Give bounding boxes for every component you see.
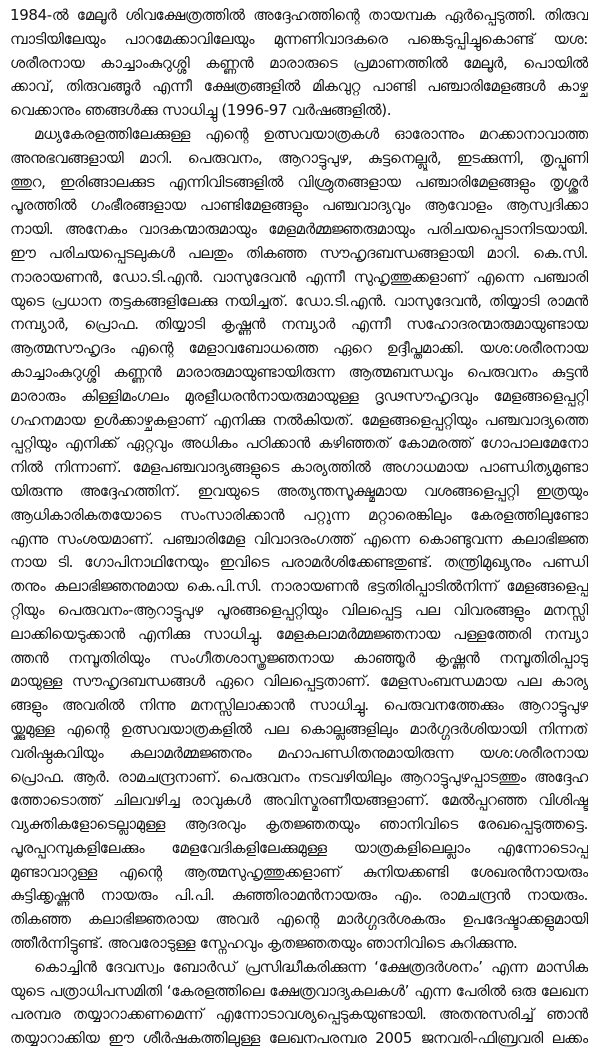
text-line: കുട്ടിക്കൃഷ്ണൻ നായരും പി.പി. കുഞ്ഞിരാമൻനായരും എം. രാമചന്ദ്രൻ നായരും. <box>10 886 588 905</box>
text-line: തനും കലാഭിജ്ഞനുമായ കെ.പി.സി. നാരായണൻ ഭട്ടതിരിപ്പാടിൽനിന്ന് മേളങ്ങളെപ്പ <box>10 577 588 596</box>
text-line: ശരീരനായ കാച്ചാംകുറുശ്ശി കണ്ണൻ മാരാരുടെ പ്രമാണത്തിൽ മേലൂർ, പൊയിൽ <box>10 53 588 72</box>
text-line: പൂരപ്പറമ്പുകളിലേക്കും മേളവേദികളിലേക്കുമുള്ള യാത്രകളിലെല്ലാം എന്നോടൊപ്പ <box>10 838 588 857</box>
text-line: ത്തുറ, ഇരിങ്ങാലക്കുട എന്നിവിടങ്ങളിൽ വിശ്രുതങ്ങളായ പഞ്ചാരിമേളങ്ങളും തൃശ്ശൂർ <box>10 172 588 191</box>
text-line: നിൽ നിന്നാണ്. മേളപഞ്ചവാദ്യങ്ങളുടെ കാര്യത്തിൽ അഗാധമായ പാണ്ഡിത്യമുണ്ടാ <box>10 458 588 477</box>
text-line: യ്ക്കുമുള്ള എന്റെ ഉത്സവയാത്രകളിൽ പല കൊല്ലങ്ങളിലും മാർഗ്ഗദർശിയായി നിന്നത് <box>10 719 588 738</box>
text-line: കൊച്ചിൻ ദേവസ്വം ബോർഡ് പ്രസിദ്ധീകരിക്കുന്ന ‘ക്ഷേത്രദർശനം’ എന്ന മാസിക <box>34 957 588 976</box>
text-line: ആത്മസൗഹൃദം എന്റെ മേളാവബോധത്തെ ഏറെ ഉദ്ദീപ്തമാക്കി. യശ:ശരീരനായ <box>10 339 588 358</box>
text-line: ത്തൻ നമ്പൂതിരിയും സംഗീതശാസ്ത്രജ്ഞനായ കാഞ്ഞൂർ കൃഷ്ണൻ നമ്പൂതിരിപ്പാടു <box>10 648 588 667</box>
text-line: പരമ്പര തയ്യാറാക്കണമെന്ന് എന്നോടാവശ്യപ്പെടുകയുണ്ടായി. അതനുസരിച്ച് ഞാൻ <box>10 1005 588 1024</box>
text-line: ക്കാവ്, തിരുവങ്ങൂർ എന്നീ ക്ഷേത്രങ്ങളിൽ മികവുറ്റ പാണ്ടി പഞ്ചാരിമേളങ്ങൾ കാഴ്ച <box>10 77 588 96</box>
text-line: യിരുന്നു അദ്ദേഹത്തിന്. ഇവയുടെ അത്യന്തസൂക്ഷ്മമായ വശങ്ങളെപ്പറ്റി ഇത്രയും <box>10 481 588 500</box>
text-line: മായുള്ള സൗഹൃദബന്ധങ്ങൾ ഏറെ വിലപ്പെട്ടതാണ്. മേളസംബന്ധമായ പല കാര്യ <box>10 672 588 691</box>
text-line: കാച്ചാംകുറുശ്ശി കണ്ണൻ മാരാരുമായുണ്ടായിരുന്ന ആത്മബന്ധവും പെരുവനം കുട്ടൻ <box>10 362 588 381</box>
text-line: നായ ടി. ഗോപിനാഥിനേയും ഇവിടെ പരാമർശിക്കേണ്ടതുണ്ട്. തന്ത്രിമുഖ്യനും പണ്ഡി <box>10 553 588 572</box>
text-line: വരിഷ്ഠകവിയും കലാമർമ്മജ്ഞനും മഹാപണ്ഡിതനുമായിരുന്ന യശ:ശരീരനായ <box>10 743 588 762</box>
text-line: പൂരത്തിൽ ഗംഭീരങ്ങളായ പാണ്ടിമേളങ്ങളും പഞ്ചവാദ്യവും ആവോളം ആസ്വദിക്കാ <box>10 196 588 215</box>
text-line: 1984-ൽ മേലൂർ ശിവക്ഷേത്രത്തിൽ അദ്ദേഹത്തിന്റെ തായമ്പക ഏർപ്പെടുത്തി. തിരുവ <box>10 6 588 24</box>
text-line: മുണ്ടാവാറുള്ള എന്റെ ആത്മസുഹൃത്തുക്കളാണ് കുനിയക്കണ്ടി ശേഖരൻനായരും <box>10 862 588 881</box>
text-line: തയ്യാറാക്കിയ ഈ ശീർഷകത്തിലുള്ള ലേഖനപരമ്പര 2005 ജനവരി-ഫിബ്രവരി ലക്കം <box>10 1029 588 1048</box>
text-line: പ്പറ്റിയും എനിക്ക് ഏറ്റവും അധികം പഠിക്കാൻ കഴിഞ്ഞത് കോമരത്ത് ഗോപാലമേനോ <box>10 434 588 453</box>
text-line: ങ്ങളും അവരിൽ നിന്നു മനസ്സിലാക്കാൻ സാധിച്ചു. പെരുവനത്തേക്കും ആറാട്ടുപുഴ <box>10 696 588 715</box>
text-line: എന്നു സംശയമാണ്. പഞ്ചാരിമേള വിവാദരംഗത്ത് എന്നെ കൊണ്ടുവന്ന കലാഭിജ്ഞ <box>10 529 588 548</box>
text-line: നമ്പ്യാർ, പ്രൊഫ. തിയ്യാടി കൃഷ്ണൻ നമ്പ്യാർ എന്നീ സഹോദരന്മാരുമായുണ്ടായ <box>10 315 588 334</box>
text-line: ത്തീർന്നിട്ടുണ്ട്. അവരോടുള്ള സ്നേഹവും കൃതജ്ഞതയും ഞാനിവിടെ കുറിക്കുന്നു. <box>10 934 518 953</box>
text-line: ആധികാരികതയോടെ സംസാരിക്കാൻ പറ്റുന്ന മറ്റാരെങ്കിലും കേരളത്തിലുണ്ടോ <box>10 505 588 524</box>
text-line: വെക്കാനും ഞങ്ങൾക്കു സാധിച്ചു (1996-97 വർഷങ്ങളിൽ). <box>10 101 392 120</box>
text-line: നാരായണൻ, ഡോ.ടി.എൻ. വാസുദേവൻ എന്നീ സുഹൃത്തുക്കളാണ് എന്നെ പഞ്ചാരി <box>10 267 588 286</box>
text-line: അനുഭവങ്ങളായി മാറി. പെരുവനം, ആറാട്ടുപുഴ, കുട്ടനെല്ലൂർ, ഇടക്കുന്നി, തൃപ്പൂണി <box>10 148 588 167</box>
text-line: റ്റിയും പെരുവനം-ആറാട്ടുപുഴ പൂരങ്ങളെപ്പറ്റിയും വിലപ്പെട്ട പല വിവരങ്ങളും മനസ്സി <box>10 600 588 619</box>
text-line: മ്പാടിയിലേയും പാറമേക്കാവിലേയും മുന്നണിവാദകരെ പങ്കെടുപ്പിച്ചുകൊണ്ട് യശ: <box>10 29 588 48</box>
text-line: മാരാരും കിള്ളിമംഗലം മുരളീധരൻനായരുമായുള്ള ദൃഢസൗഹൃദവും മേളങ്ങളെപ്പറ്റി <box>10 386 588 405</box>
text-line: തികഞ്ഞ കലാഭിജ്ഞരായ അവർ എന്റെ മാർഗ്ഗദർശകരും ഉപദേഷ്ടാക്കളുമായി <box>10 910 588 929</box>
paragraph-2 <box>10 123 588 956</box>
text-line: വ്യക്തികളോടെല്ലാമുള്ള ആദരവും കൃതജ്ഞതയും ഞാനിവിടെ രേഖപ്പെടുത്തട്ടെ. <box>10 815 588 834</box>
text-line: ത്തോടൊത്ത് ചിലവഴിച്ച രാവുകൾ അവിസ്മരണീയങ്ങളാണ്. മേൽപ്പറഞ്ഞ വിശിഷ്ട <box>10 791 588 810</box>
text-line: യുടെ പ്രധാന തട്ടകങ്ങളിലേക്കു നയിച്ചത്. ഡോ.ടി.എൻ. വാസുദേവൻ, തിയ്യാടി രാമൻ <box>10 291 588 310</box>
text-line: ലാക്കിയെടുക്കാൻ എനിക്കു സാധിച്ചു. മേളകലാമർമ്മജ്ഞനായ പള്ളത്തേരി നമ്പ്യാ <box>10 624 588 643</box>
text-line: നായി. അനേകം വാദകന്മാരുമായും മേളമർമ്മജ്ഞരുമായും പരിചയപ്പെടാനിടയായി. <box>10 220 588 239</box>
text-line: പ്രൊഫ. ആർ. രാമചന്ദ്രനാണ്. പെരുവനം നടവഴിയിലും ആറാട്ടുപുഴപ്പാടത്തും അദ്ദേഹ <box>10 767 588 786</box>
text-line: ഈ പരിചയപ്പെടലുകൾ പലതും തികഞ്ഞ സൗഹൃദബന്ധങ്ങളായി മാറി. കെ.സി. <box>10 243 588 262</box>
text-line: മധ്യകേരളത്തിലേക്കുള്ള എന്റെ ഉത്സവയാത്രകൾ ഓരോന്നും മറക്കാനാവാത്ത <box>34 124 588 143</box>
paragraph-1 <box>10 4 588 123</box>
text-line: ഗഹനമായ ഉൾക്കാഴ്ചകളാണ് എനിക്കു നൽകിയത്. മേളങ്ങളെപ്പറ്റിയും പഞ്ചവാദ്യത്തെ <box>10 410 588 429</box>
paragraph-3 <box>10 956 588 1051</box>
text-line: യുടെ പത്രാധിപസമിതി ‘കേരളത്തിലെ ക്ഷേത്രവാദ്യകലകൾ’ എന്ന പേരിൽ ഒരു ലേഖന <box>10 981 588 1000</box>
